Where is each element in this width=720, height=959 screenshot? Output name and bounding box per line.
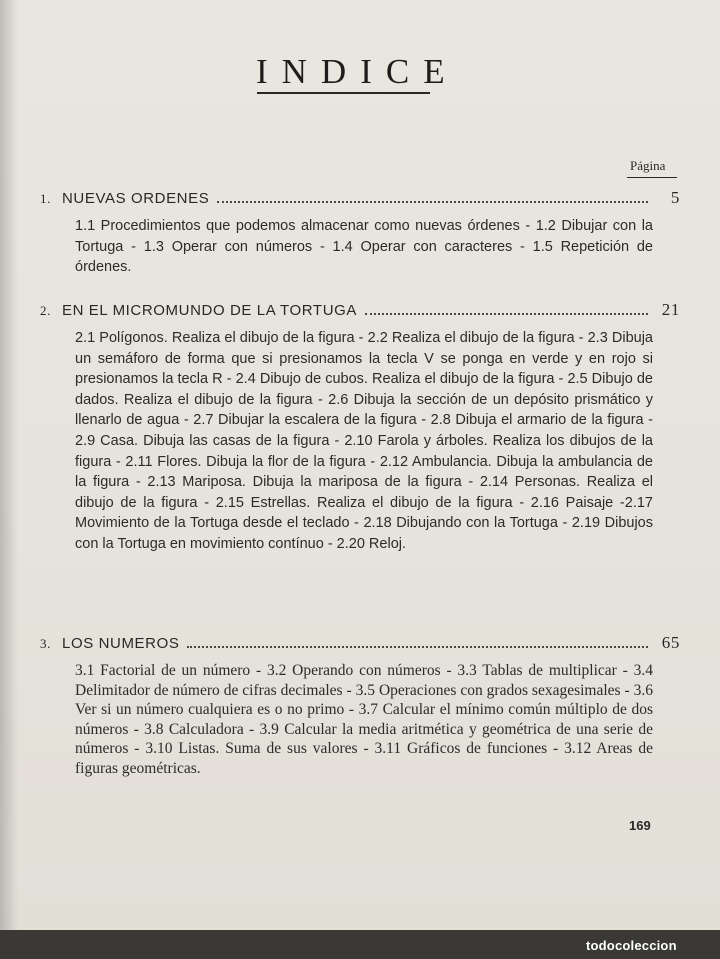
entry-number: 1.	[40, 191, 51, 206]
toc-entry	[40, 300, 680, 555]
toc-entry	[40, 633, 680, 779]
entry-page-number: 5	[670, 188, 680, 207]
entry-title: LOS NUMEROS	[62, 635, 180, 652]
entry-title: EN EL MICROMUNDO DE LA TORTUGA	[62, 302, 357, 319]
toc-heading	[40, 188, 680, 208]
entry-description: 1.1 Procedimientos que podemos almacenar como nuevas órdenes - 1.2 Dibujar con la Tortuga - 1.3 Operar con números - 1.4 Operar con caracteres - 1.5 Repetición de órdenes.	[75, 218, 653, 276]
dot-leader	[217, 201, 648, 203]
entry-number: 3.	[40, 636, 51, 651]
toc-entry	[40, 188, 680, 278]
entry-page-number: 65	[661, 633, 680, 652]
page-folio-number: 169	[629, 818, 651, 833]
entry-page-number: 21	[661, 300, 680, 319]
page-title: INDICE	[256, 52, 459, 91]
toc-heading	[40, 300, 680, 320]
dot-leader	[187, 646, 648, 648]
entry-title: NUEVAS ORDENES	[62, 190, 210, 207]
pagina-label: Página	[630, 158, 666, 173]
watermark-text: todocoleccion	[586, 938, 677, 953]
show-through-text	[390, 105, 720, 195]
entry-number: 2.	[40, 303, 51, 318]
dot-leader	[365, 313, 648, 315]
toc-heading	[40, 633, 680, 653]
pagina-underline	[627, 177, 677, 178]
entry-description: 3.1 Factorial de un número - 3.2 Operando con números - 3.3 Tablas de multiplicar - 3.4 Delimitador de número de cifras decimales - 3.5 Operaciones con grados sexagesimales - 3.6 Ver si un número cualquiera es o no primo - 3.7 Calcular el mínimo común múltiplo de dos números - 3.8 Calculadora - 3.9 Calcular la media aritmética y geométrica de una serie de números - 3.10 Listas. Suma de sus valores - 3.11 Gráficos de funciones - 3.12 Areas de figuras geométricas.	[75, 662, 653, 777]
entry-description: 2.1 Polígonos. Realiza el dibujo de la figura - 2.2 Realiza el dibujo de la figura - 2.3 Dibuja un semáforo de forma que si presionamos la tecla V se ponga en verde y en rojo si presionamos la tecla R - 2.4 Dibujo de cubos. Realiza el dibujo de la figura - 2.5 Dibujo de dados. Realiza el dibujo de la figura - 2.6 Dibuja la sección de un depósito prismático y llenarlo de agua - 2.7 Dibujar la escalera de la figura - 2.8 Dibuja el armario de la figura - 2.9 Casa. Dibuja las casas de la figura - 2.10 Farola y árboles. Realiza los dibujos de la figura - 2.11 Flores. Dibuja la flor de la figura - 2.12 Ambulancia. Dibuja la ambulancia de la figura - 2.13 Mariposa. Dibuja la mariposa de la figura - 2.14 Personas. Realiza el dibujo de la figura - 2.15 Estrellas. Realiza el dibujo de la figura - 2.16 Paisaje -2.17 Movimiento de la Tortuga desde el teclado - 2.18 Dibujando con la Tortuga - 2.19 Dibujos con la Tortuga en movimiento contínuo - 2.20 Reloj.	[75, 330, 653, 552]
title-underline	[257, 92, 430, 94]
